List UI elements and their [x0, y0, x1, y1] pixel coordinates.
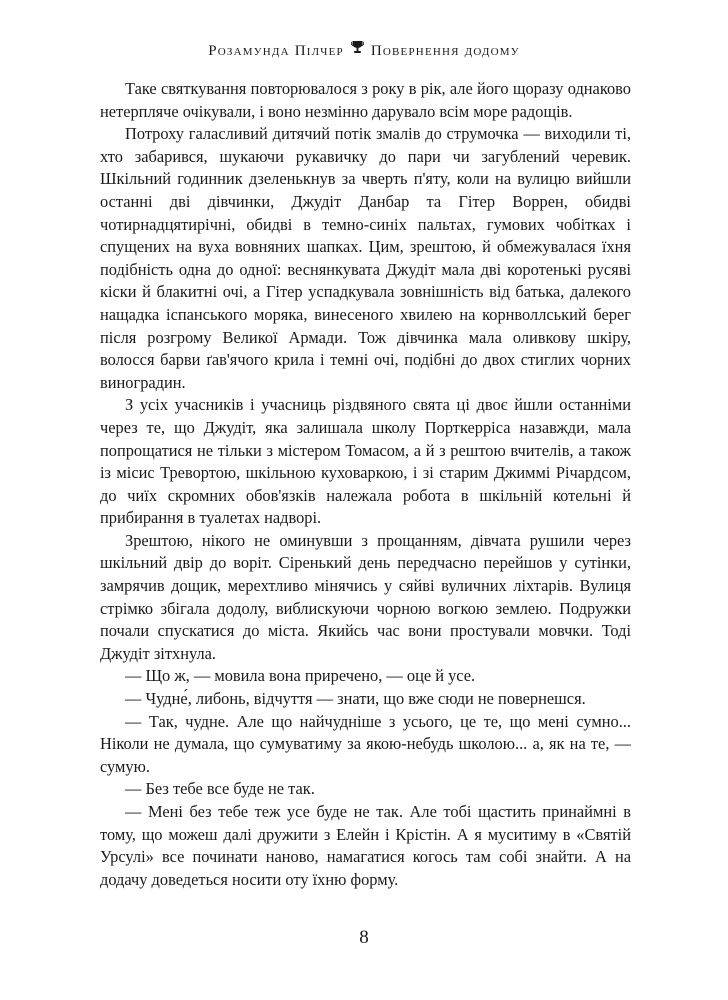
header-title: Повернення додому — [370, 42, 520, 59]
paragraph: Потроху галасливий дитячий потік змалів до струмочка — виходили ті, хто забарився, шукаючи рукавичку до пари чи загублений черевик. Шкільний годинник дзеленькнув за чверть п'яту, коли на вулицю вийшли останні дві дівчинки, Джудіт Данбар та Гітер Воррен, обидві чотирнадцятирічні, обидві в темно-синіх пальтах, гумових чобітках і спущених на вуха вовняних шапках. Цим, зрештою, й обмежувалася їхня подібність одна до одної: веснянкувата Джудіт мала дві коротенькі русяві кіски й блакитні очі, а Гітер успадкувала зовнішність від батька, далекого нащадка іспанського моряка, винесеного хвилею на корнволлський берег після розгрому Великої Армади. Тож дівчинка мала оливкову шкіру, волосся барви ґав'ячого крила і темні очі, подібні до двох стиглих чорних виноградин. — [100, 124, 631, 392]
dialogue-line: — Так, чудне. Але що найчудніше з усього, це те, що мені сумно... Ніколи не думала, що сумуватиму за якою-небудь школою... а, як на те, — сумую. — [100, 711, 631, 776]
paragraph: Зрештою, нікого не оминувши з прощанням, дівчата рушили через шкільний двір до воріт. Сіренький день передчасно перейшов у сутінки, замрячив дощик, мерехтливо мінячись у сяйві вуличних ліхтарів. Вулиця стрімко збігала додолу, виблискуючи чорною вогкою землею. Подружки почали спускатися до міста. Якийсь час вони простували мовчки. Тоді Джудіт зітхнула. — [100, 530, 631, 663]
paragraph: Таке святкування повторювалося з року в рік, але його щоразу однаково нетерпляче очікували, і воно незмінно дарувало всім море радощів. — [100, 79, 631, 121]
header-author: Розамунда Пілчер — [208, 42, 344, 59]
running-header — [0, 42, 728, 61]
dialogue-line: — Що ж, — мовила вона приречено, — оце й усе. — [125, 666, 476, 686]
trophy-cup-icon — [351, 40, 364, 59]
paragraph: З усіх учасників і учасниць різдвяного свята ці двоє йшли останніми через те, що Джудіт, яка залишала школу Порткерріса назавжди, мала попрощатися не тільки з містером Томасом, а й з рештою вчителів, а також із місис Тревортою, шкільною куховаркою, і зі старим Джиммі Річардсом, до чиїх скромних обов'язків належала робота в шкільній котельні й прибирання в туалетах надворі. — [100, 395, 631, 528]
dialogue-line: — Мені без тебе теж усе буде не так. Але тобі щастить принаймні в тому, що можеш далі дружити з Елейн і Крістін. А я муситиму в «Святій Урсулі» все починати наново, намагатися когось там собі знайти. А на додачу доведеться носити оту їхню форму. — [100, 802, 631, 889]
dialogue-line: — Чудне́, либонь, відчуття — знати, що вже сюди не повернешся. — [125, 689, 586, 709]
dialogue-line: — Без тебе все буде не так. — [125, 779, 315, 799]
page-number: 8 — [359, 927, 369, 948]
body-text — [100, 78, 631, 891]
